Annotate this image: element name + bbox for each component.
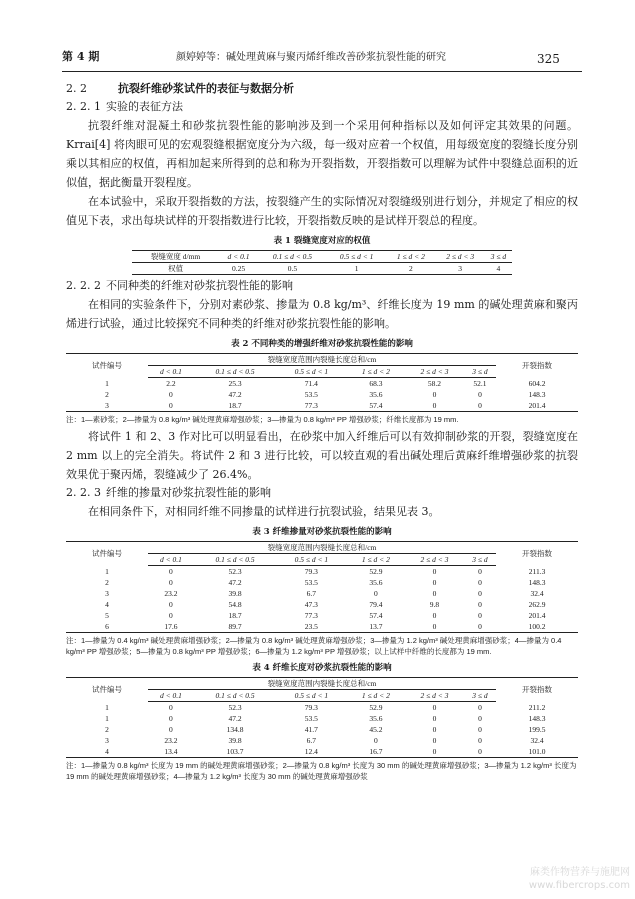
table-row	[66, 389, 578, 400]
table-row	[66, 577, 578, 588]
table-cell: 0	[432, 736, 437, 745]
table-cell: 0	[478, 390, 482, 399]
column-header: 0.1 ≤ d < 0.5	[194, 554, 276, 566]
paragraph: 在本试验中，采取开裂指数的方法，按裂缝产生的实际情况对裂缝级别进行划分，并规定了相应的权值见下表，求出每块试样的开裂指数进行比较，开裂指数反映的是试样开裂总的程度。	[66, 195, 578, 227]
column-group-header: 裂缝宽度范围内裂缝长度总和/cm	[148, 542, 496, 554]
column-header: 1 ≤ d < 2	[347, 366, 406, 378]
table-cell: 201.4	[528, 611, 546, 620]
table-cell: 0	[432, 567, 437, 576]
table-cell: 0	[464, 746, 496, 758]
column-header: d < 0.1	[148, 554, 194, 566]
table-cell: 0	[374, 589, 378, 598]
table-cell: d < 0.1	[219, 251, 258, 263]
table-cell: 57.4	[347, 400, 406, 412]
issue-number: 第 4 期	[62, 50, 100, 63]
table-header-row	[66, 678, 578, 690]
table-cell: 0	[432, 703, 437, 712]
table-cell: 23.2	[164, 736, 178, 745]
column-header: 2 ≤ d < 3	[405, 366, 464, 378]
paragraph: 将试件 1 和 2、3 作对比可以明显看出，在砂浆中加入纤维后可以有效抑制砂浆的开裂，裂缝宽度在 2 mm 以上的完全消失。将试件 2 和 3 进行比较，可以较直观的看出碱处理后黄麻纤维增强砂浆的抗裂效果优于聚丙烯，裂缝减少了 26.4%。	[66, 430, 578, 481]
table-cell: 23.2	[164, 589, 178, 598]
paragraph: 在相同的实验条件下，分别对素砂浆、掺量为 0.8 kg/m³、纤维长度为 19 mm 的碱处理黄麻和聚丙烯进行试验，通过比较探究不同种类的纤维对砂浆抗裂性能的影响。	[66, 298, 578, 330]
table-fiber-length	[66, 677, 578, 758]
column-header: 0.1 ≤ d < 0.5	[194, 366, 276, 378]
table-cell: 0	[169, 390, 173, 399]
table-cell: 39.8	[228, 736, 242, 745]
column-group-header: 裂缝宽度范围内裂缝长度总和/cm	[148, 354, 496, 366]
table-cell: 2	[105, 390, 109, 399]
table-cell: 201.4	[496, 400, 578, 412]
table-cell: 0	[432, 714, 437, 723]
table-cell: 4	[66, 746, 148, 758]
table-row	[66, 378, 578, 390]
watermark	[512, 866, 630, 892]
column-header: d < 0.1	[148, 366, 194, 378]
column-header: 3 ≤ d	[464, 554, 496, 566]
table-cell: 54.8	[228, 600, 242, 609]
table-cell: 0	[169, 567, 173, 576]
table-cell: 79.4	[369, 600, 383, 609]
column-header: 0.5 ≤ d < 1	[276, 690, 346, 702]
table-row	[132, 251, 512, 263]
subsection-title: 不同种类的纤维对砂浆抗裂性能的影响	[106, 279, 293, 292]
table-cell: 45.2	[369, 725, 383, 734]
table-cell: 6.7	[306, 736, 317, 745]
column-header: 1 ≤ d < 2	[347, 554, 406, 566]
table-cell: 13.4	[148, 746, 194, 758]
table-cell: 12.4	[276, 746, 346, 758]
table-cell: 3	[105, 589, 109, 598]
watermark-url: www.fibercrops.com	[528, 880, 630, 891]
column-header: 试件编号	[66, 354, 148, 378]
watermark-title: 麻类作物营养与施肥网	[530, 867, 630, 878]
table-cell: 1	[105, 714, 109, 723]
table-cell: 0	[478, 578, 482, 587]
table-cell: 41.7	[304, 725, 318, 734]
table-cell: 68.3	[369, 379, 383, 388]
table-row	[66, 713, 578, 724]
subsection-heading	[66, 277, 578, 295]
table-cell: 32.4	[530, 736, 544, 745]
table-cell: 0	[432, 589, 437, 598]
table-cell: 52.3	[228, 567, 242, 576]
table-cell: 148.3	[528, 578, 546, 587]
table-row	[66, 566, 578, 578]
table-row	[66, 702, 578, 714]
column-header: 3 ≤ d	[464, 690, 496, 702]
table-row	[66, 724, 578, 735]
table-cell: 0	[405, 746, 464, 758]
table-cell: 0	[169, 714, 173, 723]
table-cell: 0	[405, 400, 464, 412]
header-rule	[62, 71, 582, 72]
table-caption: 表 2 不同种类的增强纤维对砂浆抗裂性能的影响	[231, 339, 413, 349]
table-cell: 262.9	[528, 600, 546, 609]
table-cell: 0	[464, 400, 496, 412]
table-cell: 53.5	[304, 390, 318, 399]
table-cell: 2	[105, 725, 109, 734]
table-cell: 52.3	[228, 703, 242, 712]
column-header: 3 ≤ d	[464, 366, 496, 378]
table-cell: 权值	[132, 263, 219, 275]
table-cell: 100.2	[496, 621, 578, 633]
table-cell: 211.2	[528, 702, 546, 712]
table-cell: 6	[66, 621, 148, 633]
table-cell: 134.8	[226, 725, 244, 734]
table-cell: 35.6	[369, 390, 383, 399]
section-title: 抗裂纤维砂浆试件的表征与数据分析	[118, 82, 294, 95]
table-cell: 0	[478, 714, 482, 723]
table-row	[66, 610, 578, 621]
table-cell: 0	[478, 567, 482, 576]
table-cell: 23.5	[276, 621, 346, 633]
table-cell: 4	[485, 263, 512, 275]
table-cell: 0	[169, 725, 173, 734]
column-header: 开裂指数	[496, 678, 578, 702]
table-cell: 0	[478, 736, 482, 745]
table-fiber-type	[66, 353, 578, 412]
table-cell: 32.4	[530, 589, 544, 598]
table-cell: 16.7	[347, 746, 406, 758]
table-cell: 52.1	[473, 379, 487, 388]
table-cell: 5	[105, 611, 109, 620]
subsection-title: 纤维的掺量对砂浆抗裂性能的影响	[106, 486, 271, 499]
table-cell: 13.7	[347, 621, 406, 633]
table-row	[66, 599, 578, 610]
table-note: 注：1—掺量为 0.8 kg/m³ 长度为 19 mm 的碱处理黄麻增强砂浆；2—掺量为 0.8 kg/m³ 长度为 30 mm 的碱处理黄麻增强砂浆；3—掺量为 1.2 kg/m³ 长度为 19 mm 的碱处理黄麻增强砂浆；4—掺量为 1.2 kg/m³ 长度为 30 mm 的碱处理黄麻增强砂浆	[66, 761, 577, 781]
table-cell: 52.9	[369, 703, 383, 712]
table-cell: 18.7	[228, 611, 242, 620]
section-heading	[66, 80, 578, 98]
table-cell: 4	[105, 600, 109, 609]
table-cell: 53.5	[304, 714, 318, 723]
table-cell: 0	[169, 703, 173, 712]
table-crack-weights	[132, 250, 512, 275]
table-header-row	[66, 542, 578, 554]
table-fiber-dosage	[66, 541, 578, 633]
table-row	[66, 400, 578, 412]
table-cell: 604.2	[528, 378, 546, 388]
table-cell: 0.5 ≤ d < 1	[327, 251, 386, 263]
table-cell: 199.5	[528, 725, 546, 734]
table-caption: 表 3 纤维掺量对砂浆抗裂性能的影响	[252, 527, 392, 537]
table-cell: 57.4	[369, 611, 383, 620]
table-cell: 103.7	[194, 746, 276, 758]
table-cell: 2 ≤ d < 3	[436, 251, 485, 263]
subsection-heading	[66, 484, 578, 502]
subsection-number: 2. 2. 2	[66, 279, 101, 292]
table-cell: 9.8	[429, 600, 440, 609]
table-cell: 1	[105, 378, 109, 388]
table-cell: 1 ≤ d < 2	[386, 251, 435, 263]
column-header: 2 ≤ d < 3	[405, 690, 464, 702]
table-cell: 0	[432, 725, 437, 734]
table-cell: 2	[386, 263, 435, 275]
table-cell: 211.3	[528, 566, 546, 576]
table-note: 注：1—素砂浆；2—掺量为 0.8 kg/m³ 碱处理黄麻增强砂浆；3—掺量为 0.8 kg/m³ PP 增强砂浆；纤维长度都为 19 mm.	[66, 415, 459, 424]
table-header-row	[66, 354, 578, 366]
subsection-number: 2. 2. 3	[66, 486, 101, 499]
table-cell: 71.4	[304, 379, 318, 388]
paragraph: 在相同条件下，对相同纤维不同掺量的试样进行抗裂试验，结果见表 3。	[88, 505, 440, 518]
table-cell: 0.5	[258, 263, 327, 275]
section-number: 2. 2	[66, 82, 87, 95]
column-header: 0.5 ≤ d < 1	[276, 554, 346, 566]
table-row	[66, 746, 578, 758]
table-cell: 25.3	[228, 379, 242, 388]
table-caption: 表 4 纤维长度对砂浆抗裂性能的影响	[252, 663, 392, 673]
table-cell: 裂缝宽度 d/mm	[132, 251, 219, 263]
table-cell: 1	[327, 263, 386, 275]
table-cell: 17.6	[148, 621, 194, 633]
table-cell: 0	[169, 578, 173, 587]
column-header: 0.5 ≤ d < 1	[276, 366, 346, 378]
table-cell: 0.25	[219, 263, 258, 275]
table-cell: 18.7	[194, 400, 276, 412]
column-group-header: 裂缝宽度范围内裂缝长度总和/cm	[148, 678, 496, 690]
table-row	[66, 621, 578, 633]
table-cell: 0	[464, 621, 496, 633]
table-cell: 89.7	[194, 621, 276, 633]
page-number: 325	[537, 52, 560, 66]
article-body	[66, 80, 578, 784]
paragraph: 抗裂纤维对混凝土和砂浆抗裂性能的影响涉及到一个采用何种指标以及如何评定其效果的问题。Krrai[4] 将肉眼可见的宏观裂缝根据宽度分为六级，每一级对应着一个权值，用每级宽度的裂缝长度分别乘以其相应的权值，再相加起来所得到的总和称为开裂指数，开裂指数可以理解为试件中裂缝总面积的近似值，据此衡量开裂程度。	[66, 119, 578, 189]
table-caption: 表 1 裂缝宽度对应的权值	[273, 236, 371, 246]
column-header: d < 0.1	[148, 690, 194, 702]
table-cell: 35.6	[369, 714, 383, 723]
table-row	[132, 263, 512, 275]
table-cell: 0	[374, 736, 378, 745]
table-cell: 47.3	[304, 600, 318, 609]
table-cell: 0	[432, 578, 437, 587]
table-cell: 0	[478, 703, 482, 712]
table-cell: 0	[169, 611, 173, 620]
column-header: 试件编号	[66, 678, 148, 702]
table-note: 注：1—掺量为 0.4 kg/m³ 碱处理黄麻增强砂浆；2—掺量为 0.8 kg/m³ 碱处理黄麻增强砂浆；3—掺量为 1.2 kg/m³ 碱处理黄麻增强砂浆；4—掺量为 0.4 kg/m³ PP 增强砂浆；5—掺量为 0.8 kg/m³ PP 增强砂浆；6—掺量为 1.2 kg/m³ PP 增强砂浆；以上试样中纤维的长度都为 19 mm.	[66, 636, 562, 656]
table-cell: 0	[432, 611, 437, 620]
table-cell: 47.2	[228, 714, 242, 723]
subsection-title: 实验的表征方法	[106, 100, 183, 113]
table-cell: 0	[148, 400, 194, 412]
table-cell: 148.3	[528, 390, 546, 399]
table-cell: 39.8	[228, 589, 242, 598]
table-cell: 0	[478, 589, 482, 598]
column-header: 1 ≤ d < 2	[347, 690, 406, 702]
table-cell: 148.3	[528, 714, 546, 723]
table-cell: 47.2	[228, 578, 242, 587]
table-cell: 0	[432, 390, 437, 399]
page-header	[0, 0, 635, 70]
table-cell: 6.7	[306, 589, 317, 598]
subsection-number: 2. 2. 1	[66, 100, 101, 113]
table-cell: 0	[169, 600, 173, 609]
table-cell: 47.2	[228, 390, 242, 399]
table-cell: 0	[405, 621, 464, 633]
table-cell: 35.6	[369, 578, 383, 587]
table-cell: 3	[436, 263, 485, 275]
column-header: 开裂指数	[496, 354, 578, 378]
table-cell: 3	[66, 400, 148, 412]
column-header: 0.1 ≤ d < 0.5	[194, 690, 276, 702]
table-cell: 101.0	[496, 746, 578, 758]
table-cell: 0	[478, 725, 482, 734]
table-cell: 77.3	[276, 400, 346, 412]
subsection-heading	[66, 98, 578, 116]
table-cell: 2.2	[166, 379, 176, 388]
column-header: 开裂指数	[496, 542, 578, 566]
table-row	[66, 588, 578, 599]
table-cell: 1	[105, 566, 109, 576]
table-row	[66, 735, 578, 746]
table-cell: 52.9	[369, 567, 383, 576]
running-title: 颜婷婷等：碱处理黄麻与聚丙烯纤维改善砂浆抗裂性能的研究	[176, 52, 446, 63]
table-cell: 58.2	[427, 379, 442, 388]
table-cell: 1	[105, 702, 109, 712]
table-cell: 0.1 ≤ d < 0.5	[258, 251, 327, 263]
column-header: 试件编号	[66, 542, 148, 566]
column-header: 2 ≤ d < 3	[405, 554, 464, 566]
table-cell: 77.3	[304, 611, 318, 620]
table-cell: 0	[478, 600, 482, 609]
table-cell: 79.3	[304, 567, 318, 576]
table-cell: 79.3	[304, 703, 318, 712]
table-cell: 53.5	[304, 578, 318, 587]
table-cell: 3 ≤ d	[485, 251, 512, 263]
table-cell: 3	[105, 736, 109, 745]
table-cell: 0	[478, 611, 482, 620]
table-cell: 2	[105, 578, 109, 587]
